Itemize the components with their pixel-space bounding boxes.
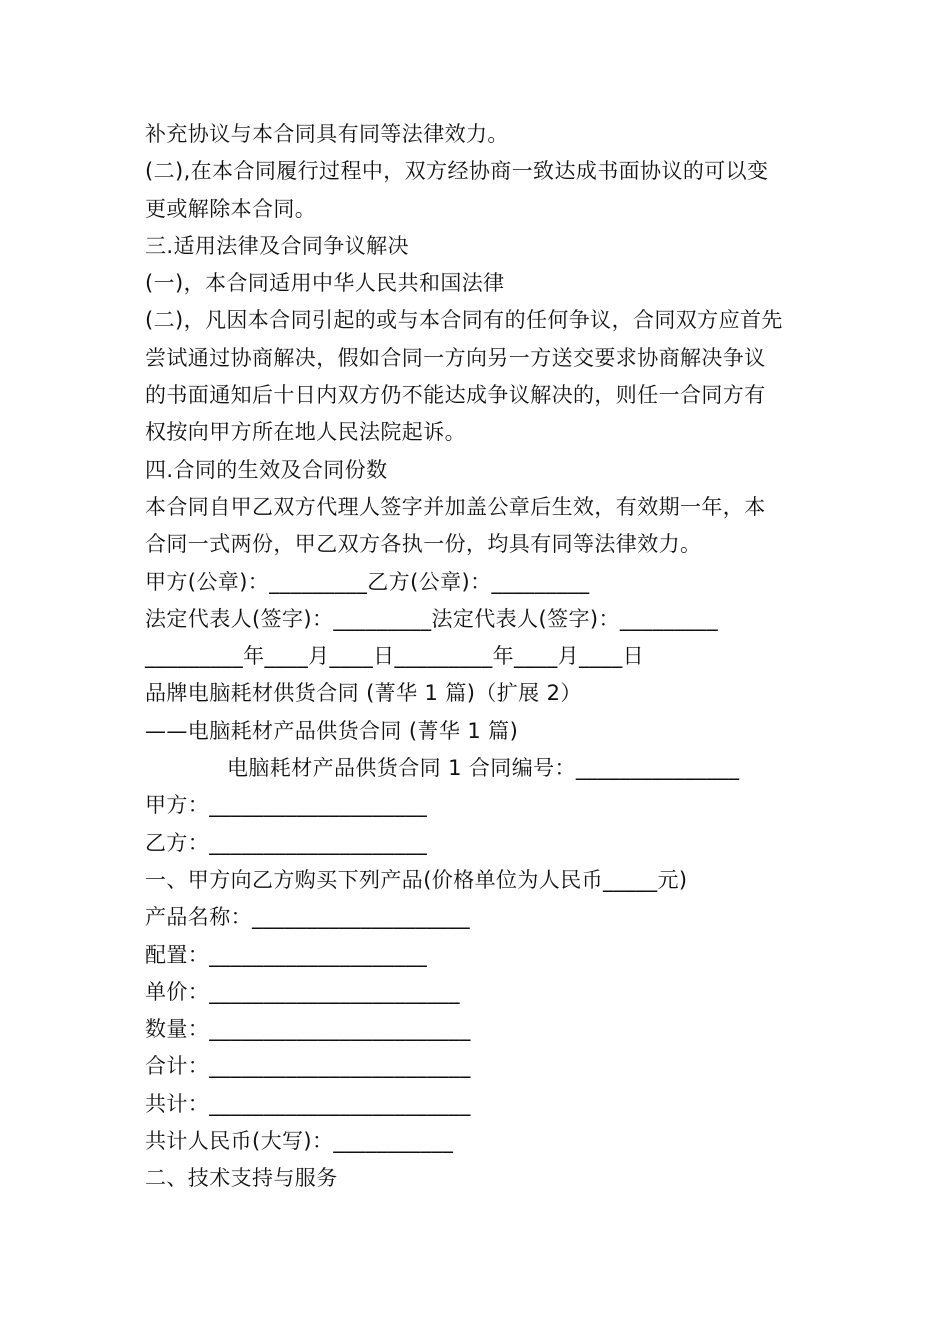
document-subtitle: ——电脑耗材产品供货合同 (菁华 1 篇)	[145, 718, 519, 743]
form-field: 数量：________________________	[145, 1017, 471, 1042]
text-line: (二)，凡因本合同引起的或与本合同有的任何争议，合同双方应首先	[145, 308, 783, 333]
section-heading: 二、技术支持与服务	[145, 1166, 338, 1191]
text-line: 本合同自甲乙双方代理人签字并加盖公章后生效，有效期一年，本	[145, 494, 766, 519]
party-field: 乙方：____________________	[145, 830, 428, 855]
document-title: 品牌电脑耗材供货合同 (菁华 1 篇)（扩展 2）	[145, 681, 582, 706]
form-field: 配置：____________________	[145, 942, 428, 967]
form-field: 共计：________________________	[145, 1091, 471, 1116]
section-heading: 三.适用法律及合同争议解决	[145, 233, 409, 258]
section-heading: 一、甲方向乙方购买下列产品(价格单位为人民币_____元)	[145, 867, 688, 892]
text-line: (一)，本合同适用中华人民共和国法律	[145, 271, 505, 296]
form-field: 合计：________________________	[145, 1054, 471, 1079]
form-field: 单价：_______________________	[145, 979, 460, 1004]
party-field: 甲方：____________________	[145, 793, 428, 818]
text-line: 权按向甲方所在地人民法院起诉。	[145, 420, 466, 445]
text-line: 更或解除本合同。	[145, 196, 317, 221]
text-line: 的书面通知后十日内双方仍不能达成争议解决的，则任一合同方有	[145, 383, 766, 408]
text-line: (二),在本合同履行过程中，双方经协商一致达成书面协议的可以变	[145, 159, 769, 184]
text-line: 补充协议与本合同具有同等法律效力。	[145, 122, 509, 146]
text-line: 合同一式两份，甲乙双方各执一份，均具有同等法律效力。	[145, 532, 702, 557]
signature-line: 法定代表人(签字)：_________法定代表人(签字)：_________	[145, 606, 718, 631]
section-heading: 四.合同的生效及合同份数	[145, 457, 388, 482]
date-line: _________年____月____日_________年____月____日	[145, 644, 644, 669]
form-field: 产品名称：____________________	[145, 905, 470, 930]
contract-title: 电脑耗材产品供货合同 1 合同编号：_______________	[227, 756, 740, 781]
text-line: 尝试通过协商解决，假如合同一方向另一方送交要求协商解决争议	[145, 345, 766, 370]
signature-line: 甲方(公章)：_________乙方(公章)：_________	[145, 569, 590, 594]
form-field: 共计人民币(大写)：___________	[145, 1129, 454, 1154]
document-body	[145, 116, 810, 1198]
